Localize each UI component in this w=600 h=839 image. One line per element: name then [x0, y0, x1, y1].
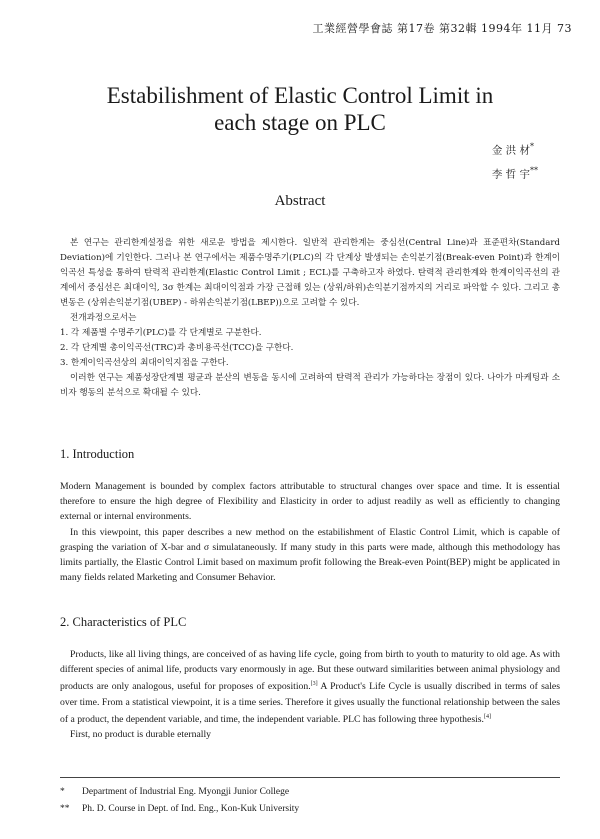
- abstract-body: [60, 236, 560, 401]
- body-paragraph: Products, like all living things, are conceived of as having life cycle, going from birth to youth to maturity to old age. As with different species of animal life, products vary enormously in age. But these outward similarities between animal physiology and products are only analogous, useful for proposes of exposition.[3] A Product's Life Cycle is usually discribed in terms of sales over time. From a statistical viewpoint, it is a time series. Therefore it gives usually the functional relationship between the sales of a product, the dependent variable, and time, the independent variable. PLC has following three hypothesis.[4]: [60, 649, 560, 726]
- abstract-paragraph: 이러한 연구는 제품성장단계별 평균과 분산의 변동을 동시에 고려하여 탄력적 관리가 가능하다는 장점이 있다. 나아가 마케팅과 소비자 행동의 분석으로 확대될 수 있다.: [60, 373, 560, 398]
- abstract-list: [60, 326, 560, 371]
- author-list: [492, 137, 538, 184]
- title-line-1: Estabilishment of Elastic Control Limit in: [106, 83, 494, 108]
- running-head: 工業經營學會誌 第17卷 第32輯 1994年 11月 73: [312, 22, 572, 35]
- abstract-heading: Abstract: [274, 193, 326, 209]
- author-2: 李 哲 宇**: [491, 165, 538, 180]
- section-introduction: [60, 447, 560, 585]
- list-item: 2. 각 단계별 총이익곡선(TRC)과 총비용곡선(TCC)을 구한다.: [60, 343, 294, 353]
- list-item: 1. 각 제품별 수명주기(PLC)를 각 단계별로 구분한다.: [60, 328, 262, 338]
- section-heading: 1. Introduction: [60, 447, 135, 461]
- author-1: 金 洪 材*: [491, 142, 534, 157]
- body-paragraph: First, no product is durable eternally: [70, 729, 211, 741]
- abstract-paragraph: 전개과정으로서는: [70, 313, 137, 323]
- list-item: 3. 한계이익곡선상의 최대이익지점을 구한다.: [60, 358, 229, 368]
- section-heading: 2. Characteristics of PLC: [60, 615, 187, 629]
- title-line-2: each stage on PLC: [214, 110, 386, 135]
- footnote-2: ** Ph. D. Course in Dept. of Ind. Eng., Kon-Kuk University: [60, 804, 300, 814]
- abstract-paragraph: 본 연구는 관리한계설정을 위한 새로운 방법을 제시한다. 일반적 관리한계는 중심선(Central Line)과 표준편차(Standard Deviation)에 기인한다. 그러나 본 연구에서는 제품수명주기(PLC)의 각 단계상 발생되는 손익분기점(Break-even Point)과 한계이익곡선 특성을 통하여 탄력적 관리한계(Elastic Control Limit ; ECL)를 구축하고자 하였다. 탄력적 관리한계와 한계이익곡선의 관계에서 중심선은 최대이익, 3σ 한계는 최대이익점과 가장 근접해 있는 (상위/하위)손익분기점까지의 거리로 파악할 수 있다. 그리고 총변동은 (상위손익분기점(UBEP) - 하위손익분기점(LBEP))으로 고려할 수 있다.: [60, 238, 560, 308]
- citation: [4]: [483, 714, 491, 721]
- citation: [3]: [310, 681, 318, 688]
- footnote-1: * Department of Industrial Eng. Myongji Junior College: [60, 787, 290, 797]
- footnotes: [60, 777, 560, 818]
- paper-title: [40, 82, 560, 136]
- section-characteristics: [60, 615, 560, 743]
- body-paragraph: Modern Management is bounded by complex factors attributable to structural changes over space and time. It is essential therefore to ensure the high degree of Flexibility and Elasticity in order to adjust readily as well as efficiently to changing external or internal environments.: [60, 481, 560, 523]
- body-paragraph: In this viewpoint, this paper describes a new method on the estabilishment of Elastic Control Limit, which is capable of grasping the variation of X-bar and σ simulataneously. If many study in this parts were made, although this methodology has limits partially, the Elastic Control Limit based on maximum profit following the Break-even Point(BEP) might be applicated in many fields related Marketing and Consumer Behavior.: [60, 526, 560, 584]
